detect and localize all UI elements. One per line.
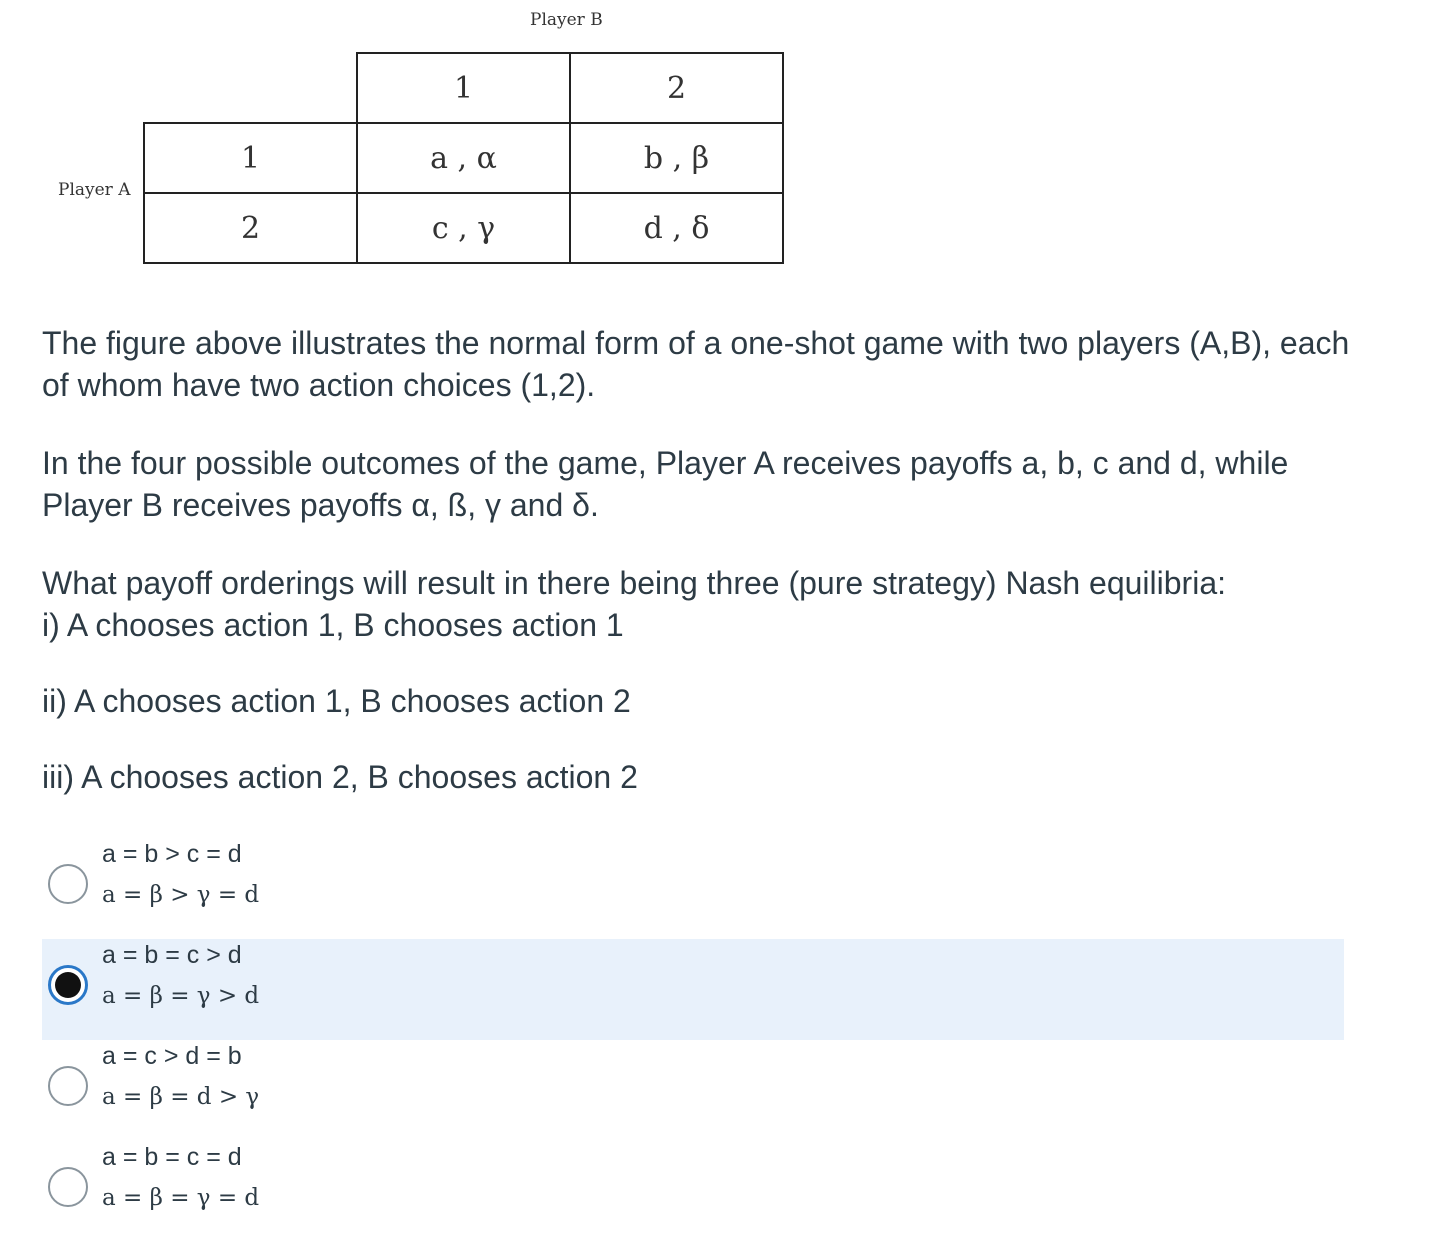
question-item-ii: ii) A chooses action 1, B chooses action 2: [42, 683, 631, 719]
radio-button-2[interactable]: [48, 965, 88, 1005]
payoff-cell-1-1: a , α: [356, 122, 571, 194]
question-paragraph-1: The figure above illustrates the normal form of a one-shot game with two players (A,B), each of whom have two action choices (1,2).: [42, 325, 1350, 403]
radio-button-1[interactable]: [48, 864, 88, 904]
answer-option-3-line-2: a = β = d > γ: [102, 1084, 260, 1110]
answer-option-2-line-2: a = β = γ > d: [102, 983, 260, 1009]
answer-option-1-line-1: a = b > c = d: [102, 840, 242, 868]
answer-option-3-line-1: a = c > d = b: [102, 1042, 242, 1070]
column-header-2: 2: [569, 52, 784, 124]
answer-options: [42, 838, 1344, 1242]
payoff-matrix-figure: [0, 0, 800, 280]
question-item-iii: iii) A chooses action 2, B chooses action 2: [42, 759, 638, 795]
payoff-cell-2-2: d , δ: [569, 192, 784, 264]
radio-button-3[interactable]: [48, 1066, 88, 1106]
radio-selected-dot: [55, 972, 81, 998]
question-item-i: i) A chooses action 1, B chooses action 1: [42, 607, 624, 643]
radio-button-4[interactable]: [48, 1167, 88, 1207]
question-text: [42, 322, 1372, 798]
row-header-2: 2: [143, 192, 358, 264]
column-header-1: 1: [356, 52, 571, 124]
answer-option-4-line-1: a = b = c = d: [102, 1143, 242, 1171]
answer-option-3[interactable]: [42, 1040, 1344, 1141]
payoff-cell-2-1: c , γ: [356, 192, 571, 264]
answer-option-1-line-2: a = β > γ = d: [102, 882, 260, 908]
player-b-label: Player B: [530, 10, 603, 30]
answer-option-2-line-1: a = b = c > d: [102, 941, 242, 969]
answer-option-4[interactable]: [42, 1141, 1344, 1242]
row-header-1: 1: [143, 122, 358, 194]
answer-option-4-line-2: a = β = γ = d: [102, 1185, 260, 1211]
player-a-label: Player A: [58, 180, 131, 200]
question-paragraph-3: What payoff orderings will result in there being three (pure strategy) Nash equilibria:: [42, 565, 1226, 601]
answer-option-1[interactable]: [42, 838, 1344, 939]
answer-option-2[interactable]: [42, 939, 1344, 1040]
payoff-cell-1-2: b , β: [569, 122, 784, 194]
question-paragraph-2: In the four possible outcomes of the game, Player A receives payoffs a, b, c and d, while Player B receives payoffs α, ß, γ and δ.: [42, 445, 1289, 523]
